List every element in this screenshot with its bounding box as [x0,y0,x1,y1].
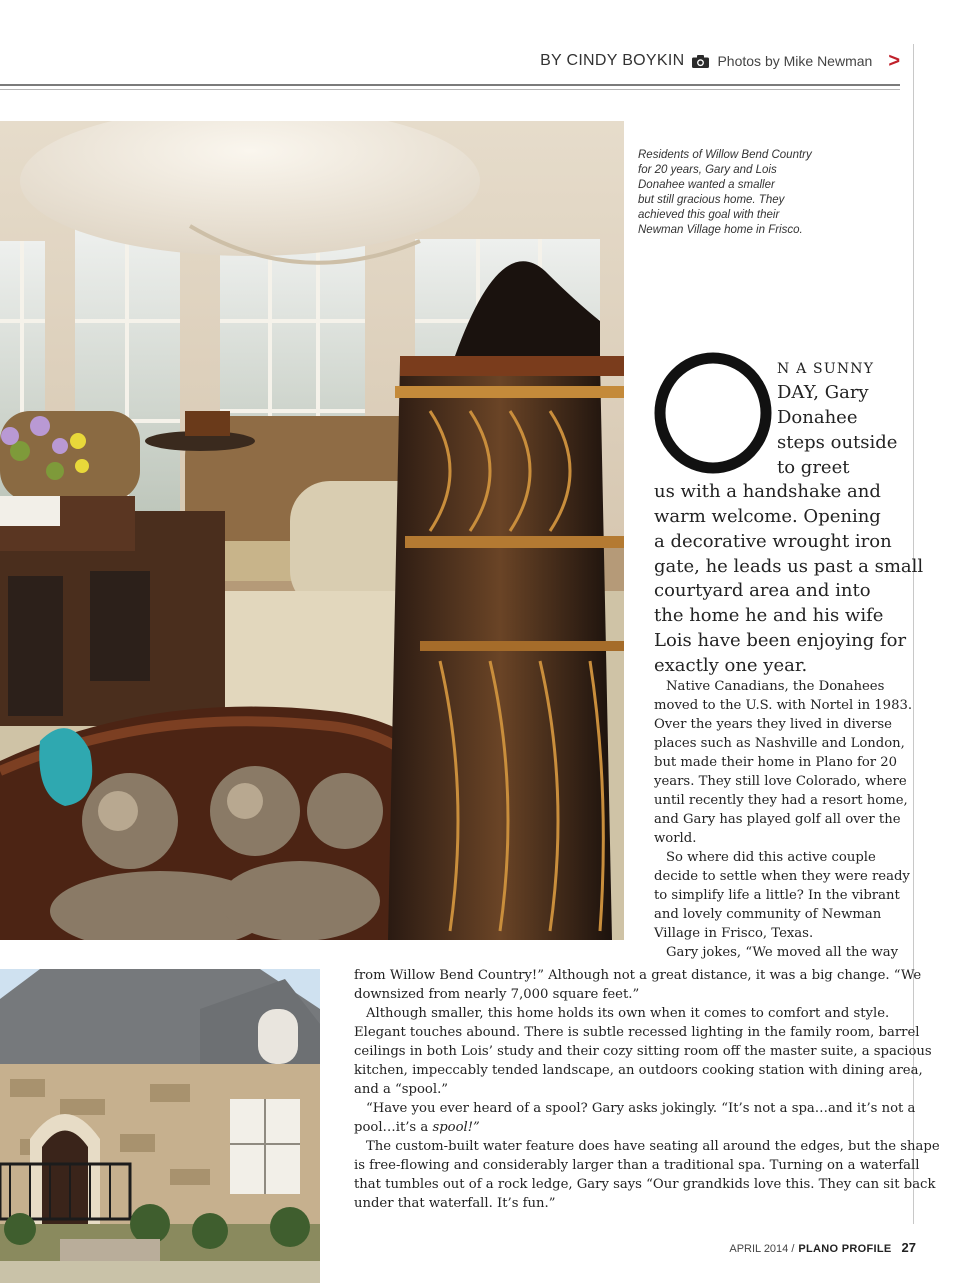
byline [540,50,900,72]
body-line: but made their home in Plano for 20 [654,755,898,770]
lead-line: N A SUNNY [777,361,875,377]
photo-caption [638,148,838,238]
living-room-photo [0,121,624,940]
body-line: and lovely community of Newman [654,907,882,922]
author-credit: BY CINDY BOYKIN [540,52,685,69]
body-line: Although smaller, this home holds its own when it comes to comfort and style. [366,1006,890,1021]
caption-line: Newman Village home in Frisco. [638,224,803,236]
body-line: until recently they had a resort home, [654,793,908,808]
body-line: world. [654,831,697,846]
body-line-text: pool…it’s a [354,1120,433,1135]
body-line: and a “spool.” [354,1082,449,1097]
lead-line: Donahee [777,407,858,428]
body-line: Over the years they lived in diverse [654,717,892,732]
header-rule [0,84,900,86]
drop-cap-letter: O [709,415,717,424]
issue-date: APRIL 2014 / [729,1243,795,1255]
body-line [354,1118,480,1137]
lead-line: gate, he leads us past a small [654,556,924,577]
body-line: moved to the U.S. with Nortel in 1983. [654,698,913,713]
photo-credit: Photos by Mike Newman [717,53,873,69]
body-line: Native Canadians, the Donahees [666,679,885,694]
header-rule-thin [0,89,900,90]
lead-line: exactly one year. [654,655,808,676]
body-line: “Have you ever heard of a spool? Gary asks jokingly. “It’s not a spa…and it’s not a [366,1101,916,1116]
lead-line: warm welcome. Opening [654,506,881,527]
body-line: Gary jokes, “We moved all the way [666,945,899,960]
body-line: decide to settle when they were ready [654,869,910,884]
lead-line: to greet [777,457,850,478]
body-line-italic: spool!” [432,1120,480,1135]
caption-line: for 20 years, Gary and Lois [638,164,777,176]
lead-line: the home he and his wife [654,605,884,626]
lead-line: courtyard area and into [654,580,871,601]
caption-line: achieved this goal with their [638,209,780,221]
body-line: from Willow Bend Country!” Although not a great distance, it was a big change. “We [354,968,922,983]
caption-line: but still gracious home. They [638,194,785,206]
magazine-name: PLANO PROFILE [798,1243,892,1255]
lead-line: us with a handshake and [654,481,881,502]
body-line: Village in Frisco, Texas. [654,926,814,941]
camera-icon [692,55,709,68]
caption-line: Donahee wanted a smaller [638,179,775,191]
body-line: that tumbles out of a rock ledge, Gary says “Our grandkids love this. They can sit back [354,1177,936,1192]
lead-line: steps outside [777,432,898,453]
body-line: So where did this active couple [666,850,876,865]
body-line: Elegant touches abound. There is subtle recessed lighting in the family room, barrel [354,1025,920,1040]
lead-line: Lois have been enjoying for [654,630,907,651]
body-line: years. They still love Colorado, where [654,774,907,789]
page-footer [729,1240,916,1255]
body-line: downsized from nearly 7,000 square feet.” [354,987,640,1002]
body-line: ceilings in both Lois’ study and their cozy sitting room off the master suite, a spacious [354,1044,932,1059]
body-line: The custom-built water feature does have seating all around the edges, but the shape [366,1139,940,1154]
chevron-right-icon: > [888,50,900,72]
caption-line: Residents of Willow Bend Country [638,149,812,161]
body-line: to simplify life a little? In the vibrant [654,888,900,903]
body-line: and Gary has played golf all over the [654,812,901,827]
body-line: places such as Nashville and London, [654,736,905,751]
lead-line: DAY, Gary [777,382,869,403]
house-exterior-photo [0,969,320,1283]
body-line: is free-flowing and considerably larger than a traditional spa. Turning on a waterfall [354,1158,920,1173]
page-number: 27 [901,1240,916,1255]
body-line: kitchen, impeccably tended landscape, an outdoors cooking station with dining area, [354,1063,923,1078]
drop-cap [654,352,772,474]
lead-line: a decorative wrought iron [654,531,892,552]
body-line: under that waterfall. It’s fun.” [354,1196,556,1211]
